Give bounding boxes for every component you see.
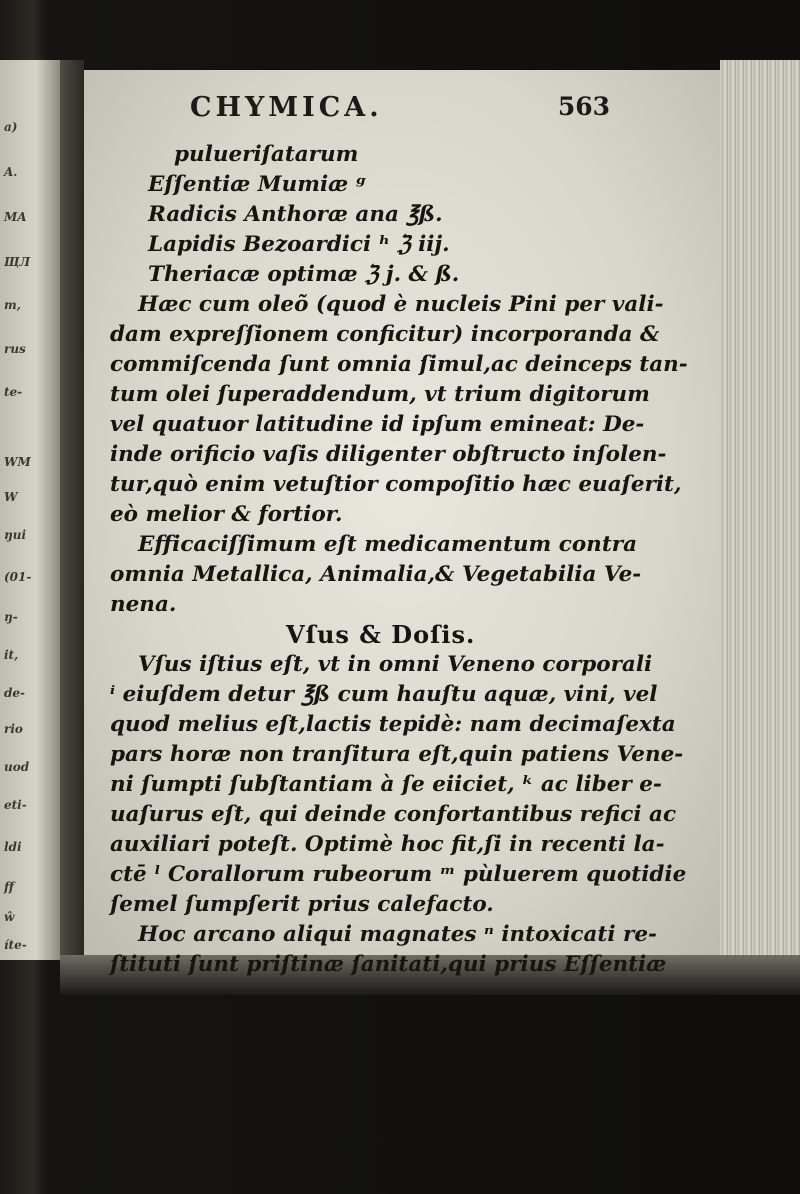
section-line: auxiliari poteſt. Optimè hoc fit,ſi in recenti la-: [110, 832, 665, 857]
left-page-fragment: ŋui: [4, 528, 27, 542]
left-page-fragment: eti-: [4, 798, 27, 812]
page-stack-edge: [720, 60, 800, 970]
paragraph-line: inde orificio vaſis diligenter obſtructo inſolen-: [110, 442, 667, 467]
section-line: pars horæ non tranſitura eſt,quin patiens Vene-: [110, 742, 684, 767]
left-page-fragment: ldi: [4, 840, 22, 854]
left-page-fragment: ŋ-: [4, 610, 18, 624]
section-line: quod melius eſt,lactis tepidè: nam decimaſexta: [110, 712, 676, 737]
left-page-fragment: rio: [4, 722, 23, 736]
recipe-line: Radicis Anthoræ ana ℥ß.: [148, 202, 443, 227]
paragraph-line: tur,quò enim vetuſtior compoſitio hæc euaſerit,: [110, 472, 682, 497]
paragraph-line: commiſcenda ſunt omnia ſimul,ac deinceps tan-: [110, 352, 688, 377]
paragraph-line: eò melior & fortior.: [110, 502, 343, 527]
recipe-line: pulueriſatarum: [174, 142, 359, 167]
left-page-fragment: íte-: [4, 938, 27, 952]
section-line: uaſurus eſt, qui deinde confortantibus refici ac: [110, 802, 677, 827]
paragraph-line: tum olei ſuperaddendum, vt trium digitorum: [110, 382, 650, 407]
left-page-fragment: MA: [4, 210, 27, 224]
left-page-fragment: ЩЛ: [4, 255, 31, 269]
section-line: ſemel ſumpſerit prius calefacto.: [110, 892, 494, 917]
left-page-fragment: uod: [4, 760, 30, 774]
section-line: ſtituti ſunt priſtinæ ſanitati,qui prius Eſſentiæ: [110, 952, 667, 977]
page-number: 563: [557, 92, 610, 121]
recipe-line: Theriacæ optimæ ℨ j. & ß.: [148, 262, 460, 287]
left-page-fragment: ŵ: [4, 910, 15, 924]
left-page-fragment: a): [4, 120, 18, 134]
left-page-fragment: rus: [4, 342, 26, 356]
section-heading: Vſus & Doſis.: [286, 620, 476, 649]
left-page-fragment: ff: [4, 880, 14, 894]
section-line: Hoc arcano aliqui magnates ⁿ intoxicati re-: [138, 922, 657, 947]
left-page-fragment: it,: [4, 648, 19, 662]
paragraph-line: nena.: [110, 592, 177, 617]
left-page-fragment: A.: [4, 165, 18, 179]
paragraph-line: vel quatuor latitudine id ipſum emineat: De-: [110, 412, 645, 437]
left-page-fragment: WM: [4, 455, 31, 469]
section-line: ctē ˡ Corallorum rubeorum ᵐ pùluerem quotidie: [110, 862, 687, 887]
recipe-line: Lapidis Bezoardici ʰ ℨ iij.: [148, 232, 450, 257]
paragraph-line: Efficaciſſimum eſt medicamentum contra: [138, 532, 638, 557]
left-page-fragment: (01-: [4, 570, 32, 584]
left-page-edge: [0, 60, 60, 960]
paragraph-line: dam expreſſionem conficitur) incorporanda &: [110, 322, 660, 347]
left-page-fragment: W: [4, 490, 18, 504]
page-text: [110, 140, 710, 980]
running-title: CHYMICA.: [190, 92, 383, 123]
page-header: [190, 92, 610, 132]
recipe-line: Eſſentiæ Mumiæ ᵍ: [148, 172, 367, 197]
book-gutter: [60, 60, 84, 960]
section-line: Vſus iſtius eſt, vt in omni Veneno corporali: [138, 652, 653, 677]
paragraph-line: omnia Metallica, Animalia,& Vegetabilia Ve-: [110, 562, 642, 587]
section-line: ni ſumpti ſubſtantiam à ſe eiiciet, ᵏ ac liber e-: [110, 772, 662, 797]
paragraph-line: Hæc cum oleõ (quod è nucleis Pini per vali-: [138, 292, 664, 317]
left-page-fragment: te-: [4, 385, 23, 399]
left-page-fragment: m,: [4, 298, 21, 312]
left-page-fragment: de-: [4, 686, 26, 700]
section-line: ⁱ eiuſdem detur ℥ß cum hauſtu aquæ, vini, vel: [110, 682, 658, 707]
